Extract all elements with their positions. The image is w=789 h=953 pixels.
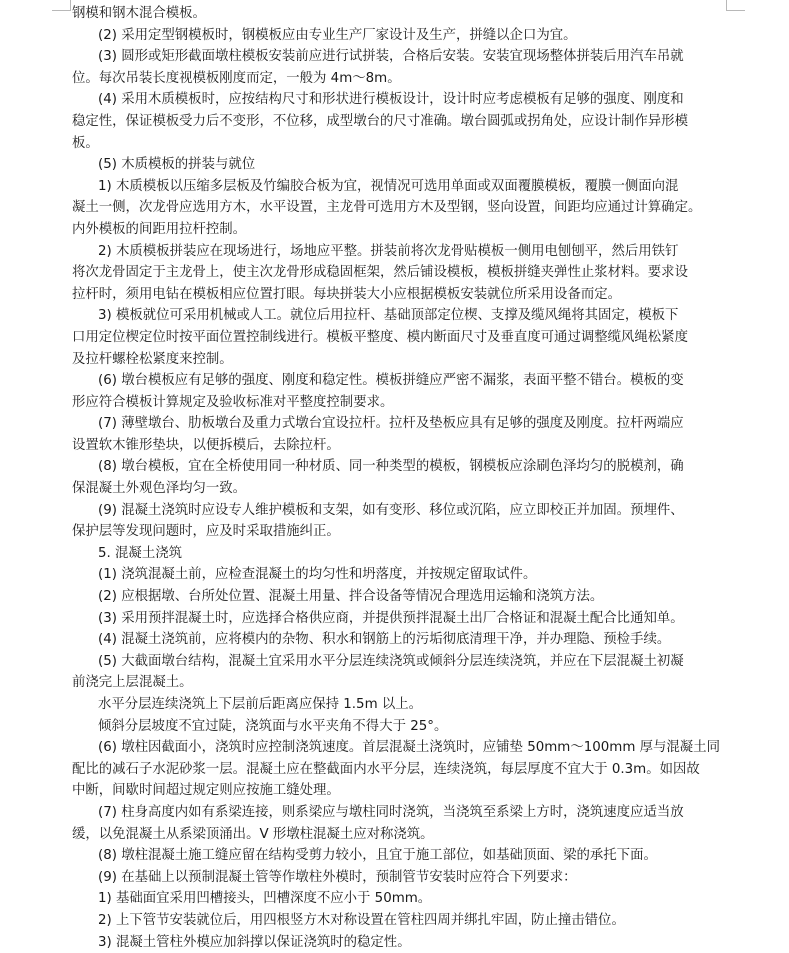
text-line: (8) 墩台模板，宜在全桥使用同一种材质、同一种类型的模板，钢模板应涂刷色泽均匀的脱模剂，确 (98, 459, 684, 475)
text-line: 凝土一侧，次龙骨应选用方木，水平设置，主龙骨可选用方木及型钢，竖向设置，间距均应通过计算确定。 (72, 200, 702, 216)
page-corner-mark-right (726, 0, 745, 11)
text-line: 内外模板的间距用拉杆控制。 (72, 221, 247, 237)
text-line: 保护层等发现问题时，应及时采取措施纠正。 (72, 524, 340, 540)
text-line: (8) 墩柱混凝土施工缝应留在结构受剪力较小，且宜于施工部位，如基础顶面、梁的承托下面。 (98, 848, 657, 864)
text-line: 1) 木质模板以压缩多层板及竹编胶合板为宜，视情况可选用单面或双面覆膜模板，覆膜一侧面向混 (98, 178, 679, 194)
text-line: (2) 应根据墩、台所处位置、混凝土用量、拌合设备等情况合理选用运输和浇筑方法。 (98, 589, 604, 605)
text-line: 保混凝土外观色泽均匀一致。 (72, 481, 247, 497)
text-line: (4) 混凝土浇筑前，应将模内的杂物、积水和钢筋上的污垢彻底清理干净，并办理隐、预检手续。 (98, 632, 671, 648)
text-line: (5) 大截面墩台结构，混凝土宜采用水平分层连续浇筑或倾斜分层连续浇筑，并应在下层混凝土初凝 (98, 653, 684, 669)
text-line: 倾斜分层坡度不宜过陡，浇筑面与水平夹角不得大于 25°。 (98, 718, 448, 734)
text-line: 将次龙骨固定于主龙骨上，使主次龙骨形成稳固框架，然后铺设模板，模板拼缝夹弹性止浆材料。要求设 (72, 265, 688, 281)
text-line: 2) 木质模板拼装应在现场进行，场地应平整。拼装前将次龙骨贴模板一侧用电刨刨平，然后用铁钉 (98, 243, 679, 259)
text-line: 配比的减石子水泥砂浆一层。混凝土应在整截面内水平分层，连续浇筑，每层厚度不宜大于 0.3m。如因故 (72, 761, 700, 777)
text-line: 钢模和钢木混合模板。 (72, 6, 206, 21)
text-line: 1) 基础面宜采用凹槽接头，凹槽深度不应小于 50mm。 (98, 891, 432, 907)
text-line: (3) 采用预拌混凝土时，应选择合格供应商，并提供预拌混凝土出厂合格证和混凝土配合比通知单。 (98, 610, 684, 626)
text-line: (6) 墩柱因截面小，浇筑时应控制浇筑速度。首层混凝土浇筑时，应铺垫 50mm～100mm 厚与混凝土同 (98, 740, 720, 756)
text-line: 缓，以免混凝土从系梁顶涌出。V 形墩柱混凝土应对称浇筑。 (72, 826, 434, 842)
text-line: (9) 在基础上以预制混凝土管等作墩柱外模时，预制管节安装时应符合下列要求： (98, 869, 577, 885)
text-line: 拉杆时，须用电钻在模板相应位置打眼。每块拼装大小应根据模板安装就位所采用设备而定。 (72, 286, 622, 302)
text-line: (7) 柱身高度内如有系梁连接，则系梁应与墩柱同时浇筑，当浇筑至系梁上方时，浇筑速度应适当放 (98, 804, 684, 820)
text-line: 形应符合模板计算规定及验收标准对平整度控制要求。 (72, 394, 394, 410)
text-line: (2) 采用定型钢模板时，钢模板应由专业生产厂家设计及生产，拼缝以企口为宜。 (98, 27, 577, 43)
text-line: (9) 混凝土浇筑时应设专人维护模板和支架，如有变形、移位或沉陷，应立即校正并加固。预埋件、 (98, 502, 684, 518)
text-line: (3) 圆形或矩形截面墩柱模板安装前应进行试拼装，合格后安装。安装宜现场整体拼装后用汽车吊就 (98, 49, 684, 65)
text-line: (5) 木质模板的拼装与就位 (98, 157, 256, 173)
text-line: 口用定位楔定位时按平面位置控制线进行。模板平整度、模内断面尺寸及垂直度可通过调整缆风绳松紧度 (72, 329, 688, 345)
text-line: 设置软木锥形垫块，以便拆模后，去除拉杆。 (72, 437, 340, 453)
text-line: 水平分层连续浇筑上下层前后距离应保持 1.5m 以上。 (98, 697, 423, 712)
text-line: 3) 混凝土管柱外模应加斜撑以保证浇筑时的稳定性。 (98, 934, 411, 950)
text-line: 稳定性，保证模板受力后不变形，不位移，成型墩台的尺寸准确。墩台圆弧或拐角处，应设计制作异形模 (72, 113, 688, 129)
text-line: (7) 薄壁墩台、肋板墩台及重力式墩台宜设拉杆。拉杆及垫板应具有足够的强度及刚度。拉杆两端应 (98, 416, 684, 432)
text-line: 前浇完上层混凝土。 (72, 675, 193, 691)
text-line: 3) 模板就位可采用机械或人工。就位后用拉杆、基础顶部定位楔、支撑及缆风绳将其固定，模板下 (98, 308, 679, 324)
text-line: 板。 (72, 135, 99, 151)
text-line: (4) 采用木质模板时，应按结构尺寸和形状进行模板设计，设计时应考虑模板有足够的强度、刚度和 (98, 92, 684, 108)
document-body (72, 3, 720, 953)
text-line: (6) 墩台模板应有足够的强度、刚度和稳定性。模板拼缝应严密不漏浆，表面平整不错台。模板的变 (98, 373, 684, 389)
text-line: 中断，间歇时间超过规定则应按施工缝处理。 (72, 783, 340, 799)
text-line: 位。每次吊装长度视模板刚度而定，一般为 4m～8m。 (72, 70, 401, 86)
text-line: 5. 混凝土浇筑 (98, 545, 182, 561)
page-corner-mark-left (52, 0, 71, 11)
text-line: 2) 上下管节安装就位后，用四根竖方木对称设置在管柱四周并绑扎牢固，防止撞击错位。 (98, 912, 625, 928)
text-line: 及拉杆螺栓松紧度来控制。 (72, 351, 233, 367)
text-line: (1) 浇筑混凝土前，应检查混凝土的均匀性和坍落度，并按规定留取试件。 (98, 567, 537, 583)
